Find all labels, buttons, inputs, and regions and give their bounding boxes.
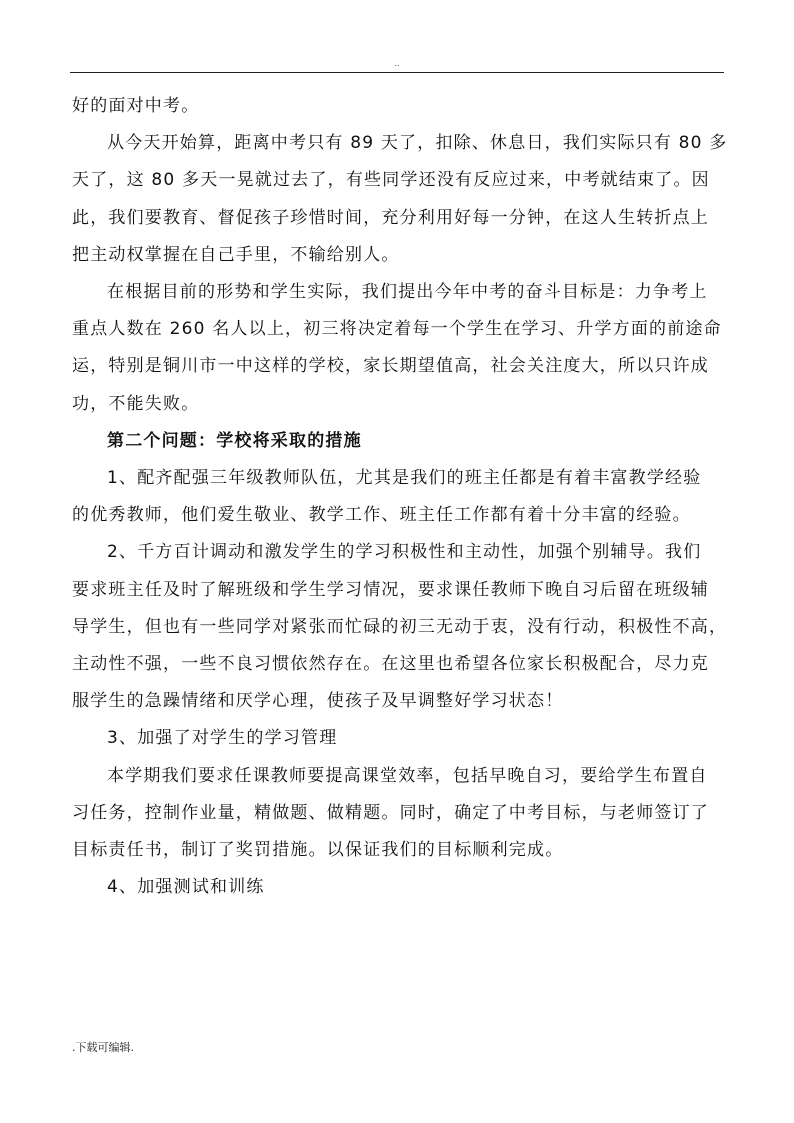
paragraph-line: 的优秀教师，他们爱生敬业、教学工作、班主任工作都有着十分丰富的经验。: [72, 505, 691, 526]
paragraph-line: 运，特别是铜川市一中这样的学校，家长期望值高，社会关注度大，所以只许成: [72, 356, 709, 377]
paragraph-line: 本学期我们要求任课教师要提高课堂效率，包括早晚自习，要给学生布置自: [107, 765, 708, 786]
paragraph-line: 重点人数在 260 名人以上，初三将决定着每一个学生在学习、升学方面的前途命: [72, 319, 722, 340]
paragraph-line: 4、加强测试和训练: [107, 877, 265, 898]
paragraph-line: 目标责任书，制订了奖罚措施。以保证我们的目标顺利完成。: [72, 840, 564, 860]
paragraph-line: 功，不能失败。: [72, 393, 200, 414]
paragraph-line: 2、千方百计调动和激发学生的学习积极性和主动性，加强个别辅导。我们: [107, 542, 702, 563]
header-rule: [70, 72, 724, 73]
section-heading: 第二个问题：学校将采取的措施: [107, 430, 362, 451]
paragraph-line: 在根据目前的形势和学生实际，我们提出今年中考的奋斗目标是：力争考上: [107, 282, 708, 302]
paragraph-line: 好的面对中考。: [72, 96, 200, 116]
paragraph-line: 要求班主任及时了解班级和学生学习情况，要求课任教师下晚自习后留在班级辅: [72, 579, 709, 600]
paragraph-line: 主动性不强，一些不良习惯依然存在。在这里也希望各位家长积极配合，尽力克: [72, 654, 709, 674]
paragraph-line: 1、配齐配强三年级教师队伍，尤其是我们的班主任都是有着丰富教学经验: [107, 468, 702, 488]
paragraph-line: 天了，这 80 多天一晃就过去了，有些同学还没有反应过来，中考就结束了。因: [72, 170, 710, 191]
paragraph-line: 此，我们要教育、督促孩子珍惜时间，充分利用好每一分钟，在这人生转折点上: [72, 207, 709, 228]
header-mark: ..: [394, 59, 400, 68]
paragraph-line: 导学生，但也有一些同学对紧张而忙碌的初三无动于衷，没有行动，积极性不高，: [72, 616, 728, 637]
paragraph-line: 把主动权掌握在自己手里，不输给别人。: [72, 244, 400, 265]
footer-note: .下载可编辑.: [72, 1041, 134, 1054]
paragraph-line: 3、加强了对学生的学习管理: [107, 728, 338, 749]
paragraph-line: 从今天开始算，距离中考只有 89 天了，扣除、休息日，我们实际只有 80 多: [107, 133, 728, 154]
paragraph-line: 习任务，控制作业量，精做题、做精题。同时，确定了中考目标，与老师签订了: [72, 802, 709, 823]
paragraph-line: 服学生的急躁情绪和厌学心理，使孩子及早调整好学习状态！: [72, 691, 564, 712]
